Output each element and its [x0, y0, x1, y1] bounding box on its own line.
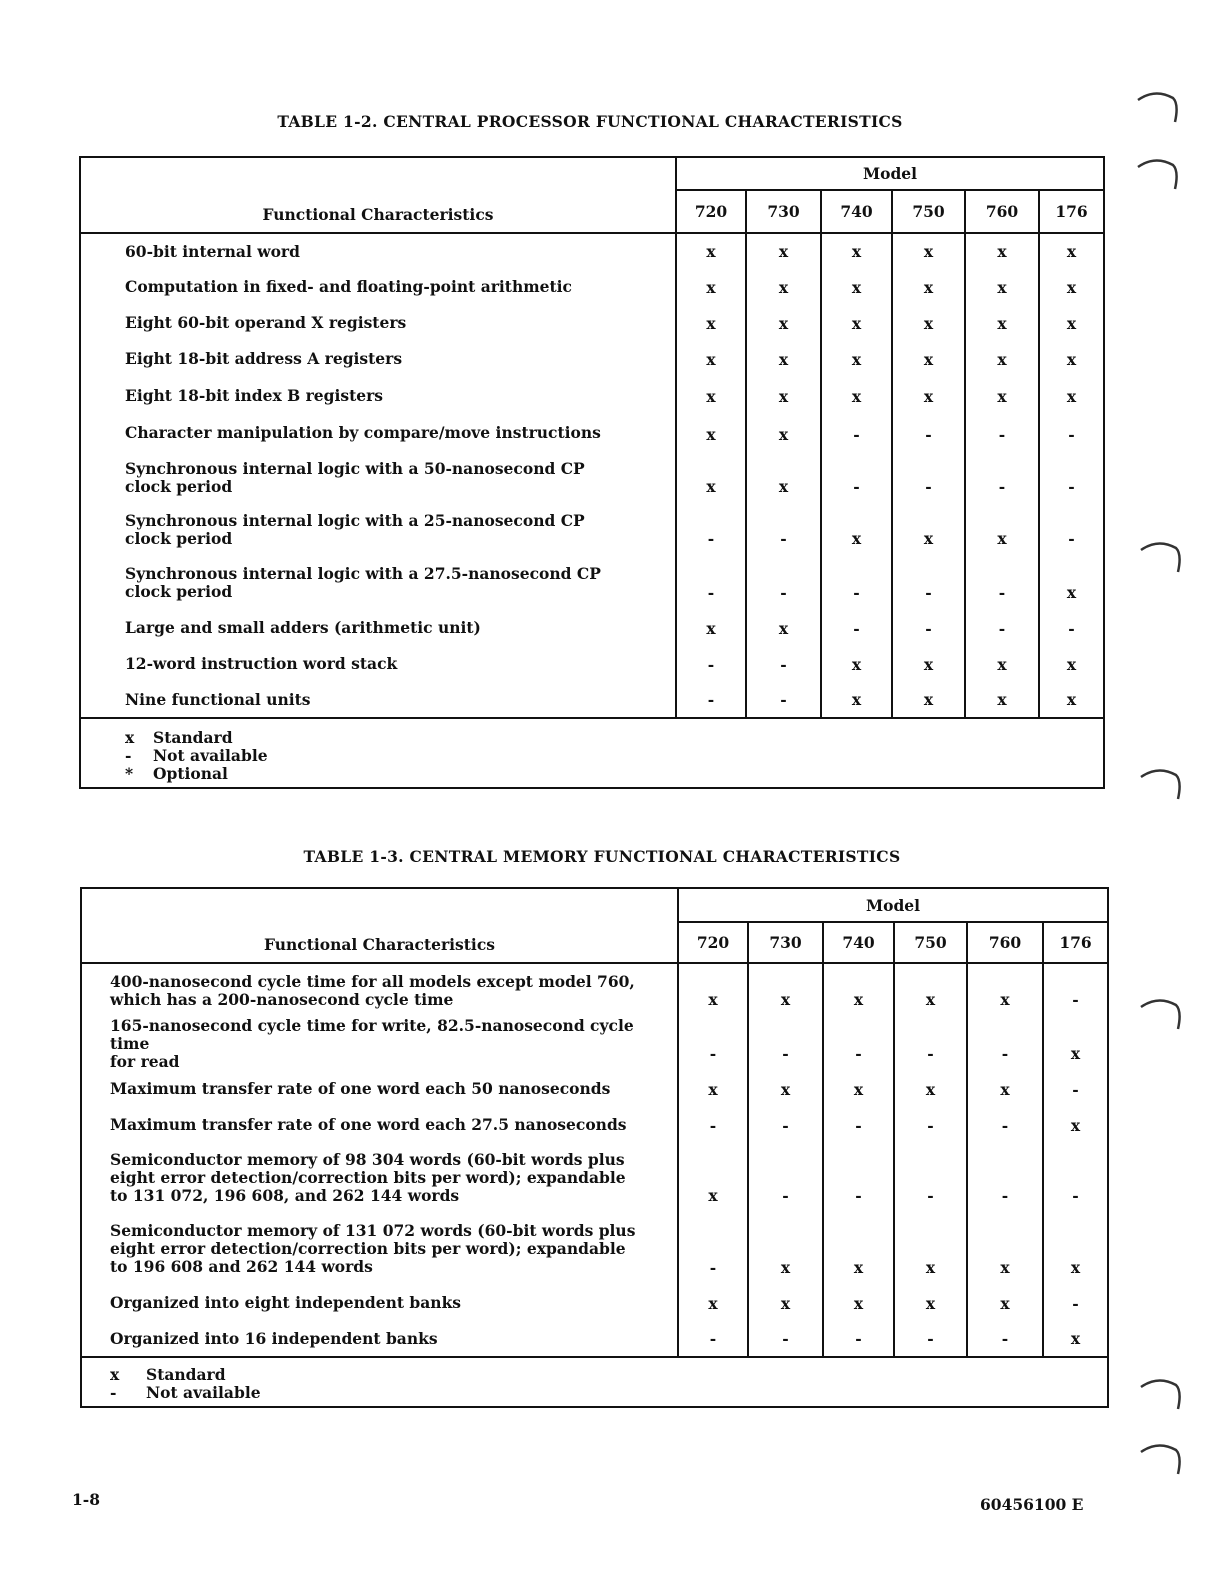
header-functional-characteristics: Functional Characteristics — [81, 888, 678, 963]
availability-mark: x — [823, 1071, 894, 1107]
table-row — [81, 1143, 1108, 1213]
availability-mark: - — [748, 1321, 823, 1357]
characteristic-label: Semiconductor memory of 131 072 words (60-bit words plus eight error detection/correction bits per word); expandable to 196 608 and 262 144 words — [81, 1213, 678, 1285]
availability-mark: - — [823, 1321, 894, 1357]
binding-mark-icon — [1135, 88, 1185, 128]
model-column-header: 176 — [1039, 190, 1104, 233]
availability-mark: x — [1066, 655, 1077, 674]
availability-mark: - — [1072, 1080, 1079, 1099]
availability-mark: x — [965, 305, 1039, 341]
availability-mark: - — [1068, 619, 1075, 638]
availability-mark: x — [965, 269, 1039, 305]
characteristic-label: 60-bit internal word — [80, 233, 676, 269]
legend-symbol: - — [125, 746, 132, 765]
model-column-header: 750 — [892, 190, 965, 233]
table-row — [80, 452, 1104, 504]
legend-symbol: x — [125, 728, 135, 747]
table-row — [81, 963, 1108, 1017]
availability-mark: x — [965, 377, 1039, 414]
legend-text: Standard — [153, 728, 233, 747]
table-row — [81, 1017, 1108, 1071]
characteristic-label: Nine functional units — [80, 682, 676, 718]
availability-mark: - — [1068, 425, 1075, 444]
availability-mark: x — [967, 1071, 1043, 1107]
availability-mark: - — [965, 556, 1039, 610]
availability-mark: x — [1066, 690, 1077, 709]
availability-mark: - — [821, 610, 892, 646]
availability-mark: x — [821, 269, 892, 305]
binding-mark-icon — [1138, 995, 1188, 1035]
legend-text: Optional — [153, 764, 228, 783]
availability-mark: - — [965, 610, 1039, 646]
legend-symbol: * — [125, 764, 134, 783]
model-column-header: 730 — [746, 190, 821, 233]
availability-mark: x — [746, 341, 821, 377]
availability-mark: - — [823, 1107, 894, 1143]
availability-mark: x — [894, 963, 967, 1017]
availability-mark: x — [967, 1213, 1043, 1285]
characteristic-label: Large and small adders (arithmetic unit) — [80, 610, 676, 646]
availability-mark: - — [892, 414, 965, 452]
model-column-header: 730 — [748, 922, 823, 963]
header-model: Model — [676, 157, 1104, 190]
availability-mark: x — [676, 233, 746, 269]
availability-mark: - — [894, 1143, 967, 1213]
model-column-header: 760 — [965, 190, 1039, 233]
availability-mark: x — [823, 1285, 894, 1321]
availability-mark: - — [678, 1107, 748, 1143]
binding-mark-icon — [1138, 1440, 1188, 1480]
characteristic-label: Eight 18-bit index B registers — [80, 377, 676, 414]
availability-mark: x — [892, 682, 965, 718]
availability-mark: x — [965, 504, 1039, 556]
availability-mark: x — [746, 233, 821, 269]
binding-mark-icon — [1138, 1375, 1188, 1415]
availability-mark: x — [1066, 387, 1077, 406]
table-row — [80, 646, 1104, 682]
availability-mark: - — [823, 1017, 894, 1071]
table-row — [81, 1107, 1108, 1143]
availability-mark: x — [1070, 1329, 1081, 1348]
availability-mark: x — [821, 305, 892, 341]
characteristic-label: Synchronous internal logic with a 27.5-nanosecond CP clock period — [80, 556, 676, 610]
characteristic-label: Maximum transfer rate of one word each 27.5 nanoseconds — [81, 1107, 678, 1143]
availability-mark: x — [821, 682, 892, 718]
availability-mark: - — [678, 1213, 748, 1285]
availability-mark: x — [894, 1071, 967, 1107]
availability-mark: - — [892, 452, 965, 504]
availability-mark: - — [748, 1143, 823, 1213]
availability-mark: x — [746, 305, 821, 341]
availability-mark: - — [678, 1321, 748, 1357]
characteristic-label: Organized into 16 independent banks — [81, 1321, 678, 1357]
availability-mark: x — [746, 377, 821, 414]
characteristic-label: Character manipulation by compare/move instructions — [80, 414, 676, 452]
characteristic-label: 400-nanosecond cycle time for all models except model 760, which has a 200-nanosecond cycle time — [81, 963, 678, 1017]
availability-mark: x — [965, 682, 1039, 718]
legend-symbol: - — [110, 1383, 117, 1402]
availability-mark: x — [894, 1285, 967, 1321]
legend-text: Standard — [146, 1365, 226, 1384]
availability-mark: - — [678, 1017, 748, 1071]
model-column-header: 760 — [967, 922, 1043, 963]
availability-mark: x — [821, 233, 892, 269]
table-row — [80, 682, 1104, 718]
availability-mark: - — [965, 452, 1039, 504]
availability-mark: x — [1070, 1258, 1081, 1277]
table-row — [81, 1071, 1108, 1107]
legend-text: Not available — [146, 1383, 261, 1402]
table-row — [80, 504, 1104, 556]
availability-mark: - — [1068, 477, 1075, 496]
table-row — [80, 556, 1104, 610]
availability-mark: x — [746, 269, 821, 305]
availability-mark: x — [676, 452, 746, 504]
availability-mark: - — [676, 646, 746, 682]
characteristic-label: Organized into eight independent banks — [81, 1285, 678, 1321]
characteristic-label: 165-nanosecond cycle time for write, 82.5-nanosecond cycle time for read — [81, 1017, 678, 1071]
cpu-characteristics-table — [79, 156, 1105, 789]
availability-mark: x — [821, 646, 892, 682]
model-column-header: 720 — [678, 922, 748, 963]
availability-mark: - — [967, 1017, 1043, 1071]
availability-mark: x — [821, 504, 892, 556]
availability-mark: - — [967, 1143, 1043, 1213]
availability-mark: x — [965, 341, 1039, 377]
availability-mark: x — [746, 452, 821, 504]
availability-mark: - — [746, 682, 821, 718]
availability-mark: - — [746, 646, 821, 682]
binding-mark-icon — [1138, 538, 1188, 578]
availability-mark: - — [746, 504, 821, 556]
table-row — [80, 305, 1104, 341]
model-column-header: 720 — [676, 190, 746, 233]
availability-mark: x — [892, 504, 965, 556]
availability-mark: x — [892, 233, 965, 269]
memory-characteristics-table — [80, 887, 1109, 1408]
availability-mark: x — [967, 1285, 1043, 1321]
legend — [81, 1357, 1108, 1407]
availability-mark: x — [892, 269, 965, 305]
legend — [80, 718, 1104, 788]
availability-mark: - — [746, 556, 821, 610]
availability-mark: x — [1066, 350, 1077, 369]
availability-mark: - — [967, 1107, 1043, 1143]
availability-mark: x — [746, 610, 821, 646]
availability-mark: x — [676, 610, 746, 646]
availability-mark: x — [823, 963, 894, 1017]
legend-item — [125, 765, 1103, 783]
availability-mark: x — [1066, 242, 1077, 261]
availability-mark: - — [894, 1321, 967, 1357]
availability-mark: x — [676, 341, 746, 377]
availability-mark: x — [676, 305, 746, 341]
availability-mark: x — [892, 646, 965, 682]
table2-caption: TABLE 1-3. CENTRAL MEMORY FUNCTIONAL CHARACTERISTICS — [303, 847, 901, 866]
legend-item — [125, 729, 1103, 747]
availability-mark: x — [1066, 583, 1077, 602]
availability-mark: - — [894, 1107, 967, 1143]
availability-mark: x — [748, 1071, 823, 1107]
legend-item — [125, 747, 1103, 765]
availability-mark: - — [748, 1107, 823, 1143]
availability-mark: x — [678, 1071, 748, 1107]
legend-item — [110, 1384, 1107, 1402]
characteristic-label: Computation in fixed- and floating-point arithmetic — [80, 269, 676, 305]
characteristic-label: Eight 60-bit operand X registers — [80, 305, 676, 341]
availability-mark: x — [821, 341, 892, 377]
availability-mark: x — [821, 377, 892, 414]
table-row — [81, 1285, 1108, 1321]
availability-mark: - — [823, 1143, 894, 1213]
model-column-header: 176 — [1043, 922, 1108, 963]
table-row — [81, 1213, 1108, 1285]
model-column-header: 740 — [823, 922, 894, 963]
table-row — [80, 610, 1104, 646]
table-row — [80, 269, 1104, 305]
availability-mark: x — [894, 1213, 967, 1285]
availability-mark: x — [678, 1285, 748, 1321]
availability-mark: x — [892, 305, 965, 341]
availability-mark: - — [821, 414, 892, 452]
availability-mark: - — [967, 1321, 1043, 1357]
characteristic-label: Synchronous internal logic with a 50-nanosecond CP clock period — [80, 452, 676, 504]
availability-mark: x — [1070, 1116, 1081, 1135]
table-row — [81, 1321, 1108, 1357]
availability-mark: x — [676, 377, 746, 414]
table-row — [80, 341, 1104, 377]
availability-mark: - — [894, 1017, 967, 1071]
header-model: Model — [678, 888, 1108, 922]
model-column-header: 740 — [821, 190, 892, 233]
availability-mark: - — [1072, 1186, 1079, 1205]
document-number: 60456100 E — [980, 1495, 1084, 1514]
availability-mark: x — [748, 1285, 823, 1321]
characteristic-label: Eight 18-bit address A registers — [80, 341, 676, 377]
availability-mark: x — [1070, 1044, 1081, 1063]
availability-mark: - — [821, 556, 892, 610]
availability-mark: x — [892, 341, 965, 377]
availability-mark: x — [678, 1143, 748, 1213]
availability-mark: x — [1066, 278, 1077, 297]
availability-mark: x — [678, 963, 748, 1017]
availability-mark: x — [676, 414, 746, 452]
availability-mark: - — [1072, 990, 1079, 1009]
table1-caption: TABLE 1-2. CENTRAL PROCESSOR FUNCTIONAL CHARACTERISTICS — [277, 112, 903, 131]
page-number: 1-8 — [72, 1490, 101, 1509]
binding-mark-icon — [1135, 155, 1185, 195]
availability-mark: x — [892, 377, 965, 414]
characteristic-label: Synchronous internal logic with a 25-nanosecond CP clock period — [80, 504, 676, 556]
availability-mark: x — [965, 646, 1039, 682]
table-row — [80, 233, 1104, 269]
availability-mark: - — [1072, 1294, 1079, 1313]
availability-mark: x — [965, 233, 1039, 269]
availability-mark: x — [967, 963, 1043, 1017]
legend-symbol: x — [110, 1365, 120, 1384]
header-functional-characteristics: Functional Characteristics — [80, 157, 676, 233]
availability-mark: x — [746, 414, 821, 452]
availability-mark: - — [1068, 529, 1075, 548]
availability-mark: - — [676, 556, 746, 610]
availability-mark: x — [748, 1213, 823, 1285]
availability-mark: x — [748, 963, 823, 1017]
availability-mark: x — [823, 1213, 894, 1285]
model-column-header: 750 — [894, 922, 967, 963]
characteristic-label: Maximum transfer rate of one word each 50 nanoseconds — [81, 1071, 678, 1107]
availability-mark: - — [821, 452, 892, 504]
availability-mark: - — [748, 1017, 823, 1071]
availability-mark: - — [892, 610, 965, 646]
availability-mark: x — [676, 269, 746, 305]
table-row — [80, 414, 1104, 452]
availability-mark: - — [676, 504, 746, 556]
characteristic-label: Semiconductor memory of 98 304 words (60-bit words plus eight error detection/correction bits per word); expandable to 131 072, 196 608, and 262 144 words — [81, 1143, 678, 1213]
availability-mark: - — [676, 682, 746, 718]
legend-item — [110, 1366, 1107, 1384]
characteristic-label: 12-word instruction word stack — [80, 646, 676, 682]
binding-mark-icon — [1138, 765, 1188, 805]
availability-mark: x — [1066, 314, 1077, 333]
availability-mark: - — [892, 556, 965, 610]
table-row — [80, 377, 1104, 414]
availability-mark: - — [965, 414, 1039, 452]
legend-text: Not available — [153, 746, 268, 765]
